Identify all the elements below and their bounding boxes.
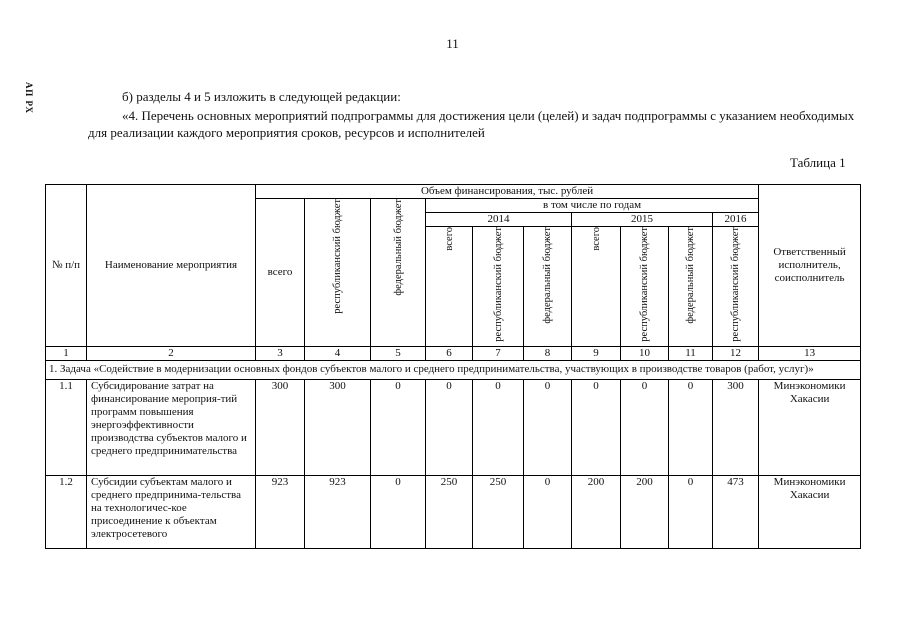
col-number: 13: [759, 346, 861, 360]
table-caption: Таблица 1: [790, 155, 846, 170]
header-responsible: Ответственный исполнитель, соисполнитель: [759, 185, 861, 347]
header-2014-fed-text: федеральный бюджет: [542, 227, 553, 324]
header-rep-budget-text: республиканский бюджет: [332, 199, 343, 314]
header-2014-total: [426, 227, 473, 347]
row-num: 1.1: [46, 379, 87, 475]
header-2015-fed: [669, 227, 713, 347]
header-by-years: в том числе по годам: [426, 199, 759, 213]
header-2015-rep: [621, 227, 669, 347]
col-number: 4: [305, 346, 371, 360]
header-2015-total-text: всего: [590, 227, 602, 251]
row-responsible: Минэкономики Хакасии: [759, 475, 861, 548]
header-2014-fed: [524, 227, 572, 347]
header-num: № п/п: [46, 185, 87, 347]
row-value: 250: [473, 475, 524, 548]
col-number: 6: [426, 346, 473, 360]
table-row: [46, 475, 861, 548]
col-number: 1: [46, 346, 87, 360]
measures-table: [45, 184, 861, 549]
col-number: 5: [371, 346, 426, 360]
row-name: Субсидии субъектам малого и среднего предпринима-тельства на технологичес-кое присоединение к объектам электросетевого: [87, 475, 256, 548]
header-funding: Объем финансирования, тыс. рублей: [256, 185, 759, 199]
header-2015-rep-text: республиканский бюджет: [639, 227, 650, 342]
header-year-2016: 2016: [713, 213, 759, 227]
header-rep-budget: [305, 199, 371, 347]
row-num: 1.2: [46, 475, 87, 548]
row-value: 250: [426, 475, 473, 548]
row-name: Субсидирование затрат на финансирование мероприя-тий программ повышения энергоэффективности производства субъектов малого и среднего предпринимательства: [87, 379, 256, 475]
header-2014-rep: [473, 227, 524, 347]
column-number-row: [46, 346, 861, 360]
col-number: 2: [87, 346, 256, 360]
row-value: 0: [473, 379, 524, 475]
header-year-2014: 2014: [426, 213, 572, 227]
col-number: 9: [572, 346, 621, 360]
header-total: всего: [256, 199, 305, 347]
col-number: 7: [473, 346, 524, 360]
header-2014-rep-text: республиканский бюджет: [492, 227, 504, 342]
page-number: 11: [446, 36, 459, 51]
table-row: [46, 379, 861, 475]
paragraph-section-title: «4. Перечень основных мероприятий подпрограммы для достижения цели (целей) и задач подпрограммы с указанием необходимых для реализации каждого мероприятия сроков, ресурсов и исполнителей: [88, 108, 855, 140]
row-value: 300: [713, 379, 759, 475]
side-label: АП РХ: [24, 82, 34, 115]
row-value: 0: [669, 475, 713, 548]
row-value: 473: [713, 475, 759, 548]
row-value: 300: [256, 379, 305, 475]
col-number: 12: [713, 346, 759, 360]
row-value: 0: [572, 379, 621, 475]
header-2015-total: [572, 227, 621, 347]
header-year-2015: 2015: [572, 213, 713, 227]
header-fed-budget-text: федеральный бюджет: [392, 199, 404, 296]
header-row-1: [46, 185, 861, 199]
header-2015-fed-text: федеральный бюджет: [685, 227, 696, 324]
task-row: [46, 360, 861, 379]
row-responsible: Минэкономики Хакасии: [759, 379, 861, 475]
paragraph-intro: б) разделы 4 и 5 изложить в следующей редакции:: [122, 89, 401, 104]
row-value: 200: [621, 475, 669, 548]
header-2016-rep: [713, 227, 759, 347]
row-value: 300: [305, 379, 371, 475]
row-value: 0: [524, 475, 572, 548]
col-number: 3: [256, 346, 305, 360]
col-number: 11: [669, 346, 713, 360]
row-value: 0: [524, 379, 572, 475]
row-value: 0: [621, 379, 669, 475]
col-number: 8: [524, 346, 572, 360]
header-name: Наименование мероприятия: [87, 185, 256, 347]
row-value: 923: [305, 475, 371, 548]
row-value: 0: [669, 379, 713, 475]
header-2014-total-text: всего: [443, 227, 455, 251]
col-number: 10: [621, 346, 669, 360]
header-fed-budget: [371, 199, 426, 347]
task-text: 1. Задача «Содействие в модернизации основных фондов субъектов малого и среднего предпринимательства, участвующих в производстве товаров (работ, услуг)»: [46, 360, 861, 379]
row-value: 0: [371, 475, 426, 548]
row-value: 0: [371, 379, 426, 475]
header-2016-rep-text: республиканский бюджет: [730, 227, 742, 342]
row-value: 0: [426, 379, 473, 475]
row-value: 200: [572, 475, 621, 548]
row-value: 923: [256, 475, 305, 548]
